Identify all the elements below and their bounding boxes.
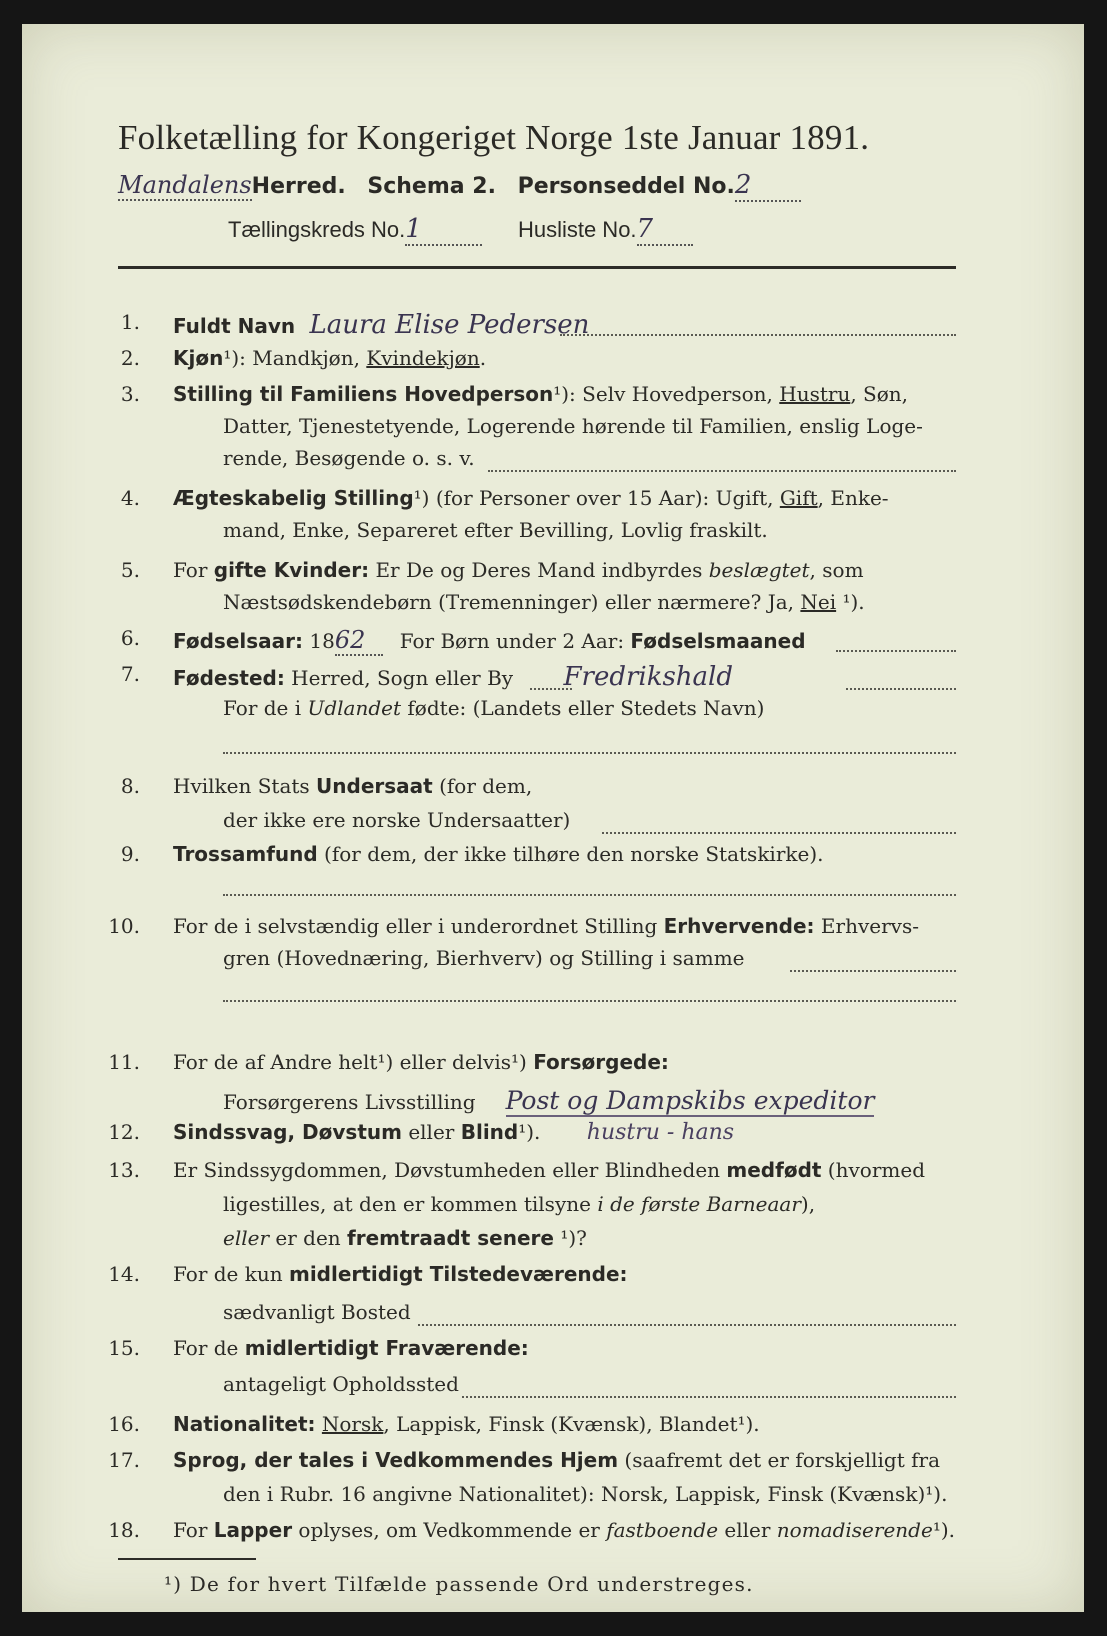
item-13-line-1: Er Sindssygdommen, Døvstumheden eller Blindheden medfødt (hvormed: [173, 1158, 925, 1182]
lapps-label: Lapper: [213, 1518, 293, 1542]
item-15-line-2: antageligt Opholdssted: [223, 1372, 459, 1396]
schema-label: Schema 2.: [367, 174, 496, 199]
item-13-line-2: ligestilles, at den er kommen tilsyne i de første Barneaar),: [223, 1192, 816, 1216]
occupation-dotline-b: [223, 1000, 956, 1002]
husliste-value: 7: [637, 214, 694, 246]
birthplace-label: Fødested:: [173, 666, 285, 690]
sex-label: Kjøn: [173, 346, 224, 370]
later-onset-label: fremtraadt senere: [347, 1226, 554, 1250]
provider-occupation-value: Post og Dampskibs expeditor: [505, 1086, 875, 1115]
marital-status-selected: Gift: [779, 486, 818, 510]
item-number-4: 4.: [120, 486, 140, 510]
occupation-label: Erhvervende:: [663, 914, 815, 938]
item-16-line: Nationalitet: Norsk, Lappisk, Finsk (Kvænsk), Blandet¹).: [173, 1412, 760, 1436]
item-7-line-2: For de i Udlandet fødte: (Landets eller Stedets Navn): [223, 696, 765, 720]
item-number-12: 12.: [108, 1120, 140, 1144]
item-number-17: 17.: [108, 1448, 140, 1472]
supported-label: Forsørgede:: [533, 1050, 669, 1074]
marital-status-label: Ægteskabelig Stilling: [173, 486, 414, 510]
item-10-line-2: gren (Hovednæring, Bierhverv) og Stilling i samme: [223, 946, 745, 970]
item-4-line-2: mand, Enke, Separeret efter Bevilling, Lovlig fraskilt.: [223, 518, 768, 542]
item-9-line: Trossamfund (for dem, der ikke tilhøre den norske Statskirke).: [173, 842, 824, 866]
item-number-6: 6.: [120, 626, 140, 650]
item-17-line-2: den i Rubr. 16 angivne Nationalitet): Norsk, Lappisk, Finsk (Kvænsk)¹).: [223, 1482, 948, 1506]
footnote-rule: [118, 1558, 256, 1560]
item-6-line: Fødselsaar: 1862 For Børn under 2 Aar: Fødselsmaaned: [173, 626, 806, 654]
item-8-line-1: Hvilken Stats Undersaat (for dem,: [173, 774, 533, 798]
item-number-15: 15.: [108, 1336, 140, 1360]
full-name-dotline: [560, 334, 956, 336]
usual-residence-dotline: [418, 1324, 956, 1326]
disability-label: Sindssvag, Døvstum: [173, 1120, 402, 1144]
husliste-label: Husliste No.: [517, 217, 637, 242]
item-number-1: 1.: [120, 310, 140, 334]
item-number-18: 18.: [108, 1518, 140, 1542]
item-13-line-3: eller er den fremtraadt senere ¹)?: [223, 1226, 587, 1250]
foreign-birthplace-dotline: [223, 752, 956, 754]
item-number-9: 9.: [120, 842, 140, 866]
temporary-present-label: midlertidigt Tilstedeværende:: [288, 1262, 628, 1286]
married-women-label: gifte Kvinder:: [213, 558, 370, 582]
item-3-dotline: [488, 470, 956, 472]
item-17-line-1: Sprog, der tales i Vedkommendes Hjem (saafremt det er forskjelligt fra: [173, 1448, 940, 1472]
personseddel-value: 2: [735, 170, 802, 202]
herred-value: Mandalens: [118, 171, 252, 199]
item-15-line-1: For de midlertidigt Fraværende:: [173, 1336, 529, 1360]
item-number-7: 7.: [120, 662, 140, 686]
birthplace-value: Fredrikshald: [563, 662, 734, 692]
probable-residence-dotline: [462, 1396, 956, 1398]
sex-selected: Kvindekjøn: [366, 346, 480, 370]
family-position-selected: Hustru: [779, 382, 851, 406]
item-2-line: Kjøn¹): Mandkjøn, Kvindekjøn.: [173, 346, 487, 370]
item-14-line-1: For de kun midlertidigt Tilstedeværende:: [173, 1262, 628, 1286]
item-3-line-2: Datter, Tjenestetyende, Logerende hørende til Familien, enslig Loge-: [223, 414, 923, 438]
birthplace-dotline-a: [530, 688, 572, 690]
birth-year-value: 62: [335, 626, 384, 656]
header-herred-line: [118, 170, 801, 200]
item-1-line: [173, 310, 589, 340]
item-11-line-2: Forsørgerens Livsstilling Post og Dampskibs expeditor: [223, 1086, 875, 1115]
item-14-line-2: sædvanligt Bosted: [223, 1300, 411, 1324]
item-12-line: Sindssvag, Døvstum eller Blind¹). hustru - hans: [173, 1120, 735, 1145]
taellingskreds-label: Tællingskreds No.: [228, 217, 406, 242]
birthplace-dotline-b: [846, 688, 956, 690]
religion-dotline: [223, 894, 956, 896]
nationality-selected: Norsk: [321, 1412, 384, 1436]
birth-month-label: Fødselsmaaned: [630, 629, 806, 653]
item-11-line-1: For de af Andre helt¹) eller delvis¹) Forsørgede:: [173, 1050, 669, 1074]
item-10-line-1: For de i selvstændig eller i underordnet Stilling Erhvervende: Erhvervs-: [173, 914, 919, 938]
header-rule: [118, 266, 956, 269]
item-number-10: 10.: [108, 914, 140, 938]
item-18-line: For Lapper oplyses, om Vedkommende er fastboende eller nomadiserende¹).: [173, 1518, 955, 1542]
item-number-5: 5.: [120, 558, 140, 582]
item-number-11: 11.: [108, 1050, 140, 1074]
item-3-line-1: Stilling til Familiens Hovedperson¹): Selv Hovedperson, Hustru, Søn,: [173, 382, 909, 406]
birth-month-dotline: [836, 650, 956, 652]
item-7-line-1: Fødested: Herred, Sogn eller By Fredrikshald: [173, 662, 734, 692]
header-kreds-line: [228, 214, 693, 244]
birth-year-label: Fødselsaar:: [173, 629, 303, 653]
personseddel-label: Personseddel No.: [517, 174, 735, 199]
form-title: Folketælling for Kongeriget Norge 1ste Januar 1891.: [118, 118, 870, 157]
family-position-label: Stilling til Familiens Hovedperson: [173, 382, 554, 406]
taellingskreds-value: 1: [405, 214, 482, 246]
temporary-absent-label: midlertidigt Fraværende:: [244, 1336, 529, 1360]
item-number-14: 14.: [108, 1262, 140, 1286]
item-number-16: 16.: [108, 1412, 140, 1436]
disability-value: hustru - hans: [586, 1120, 735, 1145]
language-label: Sprog, der tales i Vedkommendes Hjem: [173, 1448, 619, 1472]
blind-label: Blind: [460, 1120, 519, 1144]
footnote: ¹) De for hvert Tilfælde passende Ord understreges.: [164, 1572, 754, 1596]
item-number-3: 3.: [120, 382, 140, 406]
item-number-13: 13.: [108, 1158, 140, 1182]
subject-dotline: [602, 832, 956, 834]
item-number-8: 8.: [120, 774, 140, 798]
subject-label: Undersaat: [316, 774, 433, 798]
herred-label: Herred.: [251, 174, 346, 199]
item-8-line-2: der ikke ere norske Undersaatter): [223, 808, 571, 832]
item-number-2: 2.: [120, 346, 140, 370]
related-selected: Nei: [800, 590, 837, 614]
full-name-value: Laura Elise Pedersen: [309, 310, 590, 340]
religion-label: Trossamfund: [173, 842, 318, 866]
occupation-dotline-a: [790, 970, 956, 972]
congenital-label: medfødt: [726, 1158, 822, 1182]
item-5-line-2: Næstsødskendebørn (Tremenninger) eller nærmere? Ja, Nei ¹).: [223, 590, 865, 614]
item-3-line-3: rende, Besøgende o. s. v.: [223, 446, 475, 470]
nationality-label: Nationalitet:: [173, 1412, 316, 1436]
item-4-line-1: Ægteskabelig Stilling¹) (for Personer over 15 Aar): Ugift, Gift, Enke-: [173, 486, 889, 510]
item-5-line-1: For gifte Kvinder: Er De og Deres Mand indbyrdes beslægtet, som: [173, 558, 864, 582]
full-name-label: Fuldt Navn: [173, 314, 296, 338]
